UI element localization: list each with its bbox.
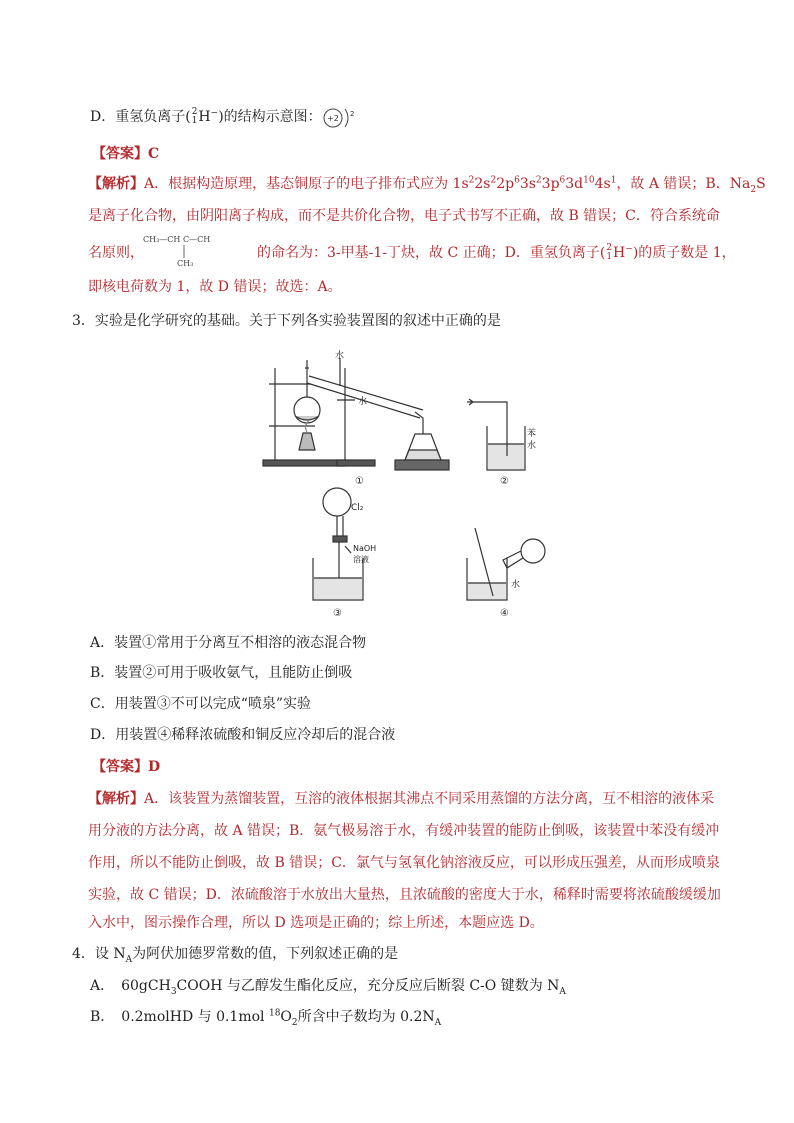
label-cl2: Cl₂ (351, 503, 364, 513)
question-4-stem: 4．设 $N_A$为阿伏加德罗常数的值，下列叙述正确的是 (72, 946, 399, 965)
nucleus-label: +2 (327, 114, 339, 123)
label-water-top: 水 (335, 351, 345, 361)
label-water-bottom: 水 (358, 397, 368, 407)
explain-3-line2: 用分液的方法分离，故 A 错误；B．氨气极易溶于水，有缓冲装置的能防止倒吸，该装置中苯没有缓冲 (88, 823, 720, 839)
label-water2: 水 (527, 441, 537, 451)
formula-branch: CH₃ (177, 259, 194, 268)
label-n3: ③ (333, 608, 342, 619)
explain-2-line2: 是离子化合物，由阴阳离子构成，而不是共价化合物，电子式书写不正确，故 B 错误；C．符合系统命 (88, 208, 720, 224)
explain-2-line4: 即核电荷数为 1，故 D 错误；故选：A。 (88, 279, 342, 295)
option-d-text: D．重氢负离子( (90, 109, 191, 125)
q4-option-a: A． 60gCH$_3$COOH 与乙醇发生酯化反应，充分反应后断裂 C-O 键数为 $N_A$ (90, 978, 566, 997)
explain-3-line4: 实验，故 C 错误；D．浓硫酸溶于水放出大量热，且浓硫酸的密度大于水，稀释时需要将浓硫酸缓缓加 (88, 887, 721, 903)
apparatus-4-dilution (467, 528, 545, 600)
q4-option-b: B． 0.2molHD 与 0.1mol $^{18}O_2$所含中子数均为 $0.2N_A$ (90, 1008, 442, 1028)
explain-2-line3: 名原则， 的命名为：3-甲基-1-丁炔，故 C 正确；D．重氢负离子(2 1H−)的质子数是 1， (88, 243, 736, 262)
q3-option-d: D．用装置④稀释浓硫酸和铜反应冷却后的混合液 (90, 727, 396, 743)
label-n2: ② (500, 476, 509, 487)
electron-shell-arc (345, 109, 348, 127)
label-n1: ① (355, 476, 364, 487)
alkyne-formula (143, 233, 255, 273)
apparatus-2-absorption (467, 399, 525, 470)
apparatus-1-distillation (263, 358, 449, 470)
label-naoh: NaOH (353, 544, 377, 553)
isotope-notation: 2 1 (191, 107, 198, 126)
label-water4: 水 (511, 580, 521, 590)
explain-3-line5: 入水中，图示操作合理，所以 D 选项是正确的；综上所述，本题应选 D。 (88, 915, 544, 931)
question-3-stem: 3．实验是化学研究的基础。关于下列各实验装置图的叙述中正确的是 (72, 313, 501, 329)
explain-3-line3: 作用，所以不能防止倒吸，故 B 错误；C．氯气与氢氧化钠溶液反应，可以形成压强差，从而形成喷泉 (88, 855, 720, 871)
label-n4: ④ (500, 608, 509, 619)
answer-2: 【答案】C (92, 146, 160, 162)
q3-option-a: A．装置①常用于分离互不相溶的液态混合物 (90, 635, 367, 651)
shell-electrons: 2 (350, 110, 355, 118)
ion-structure-diagram (320, 104, 358, 132)
formula-main: CH₃—CH C—CH (143, 235, 211, 244)
answer-3: 【答案】D (92, 759, 161, 775)
explain-3-line1: 【解析】A．该装置为蒸馏装置，互溶的液体根据其沸点不同采用蒸馏的方法分离，互不相溶的液体采 (88, 791, 715, 807)
label-benzene: 苯 (527, 429, 537, 439)
label-solution: 溶液 (353, 555, 369, 564)
q2-option-d: D．重氢负离子(2 1H−)的结构示意图： (90, 107, 322, 126)
q3-option-c: C．用装置③不可以完成“喷泉”实验 (90, 696, 312, 712)
q3-option-b: B．装置②可用于吸收氨气，且能防止倒吸 (90, 665, 353, 681)
explain-2-line1: 【解析】A．根据构造原理，基态铜原子的电子排布式应为 $1s^22s^22p^63s^23p^63d^{10}4s^1$，故 A 错误；B．$Na_2S$ (88, 175, 766, 195)
apparatus-figure (255, 338, 565, 628)
